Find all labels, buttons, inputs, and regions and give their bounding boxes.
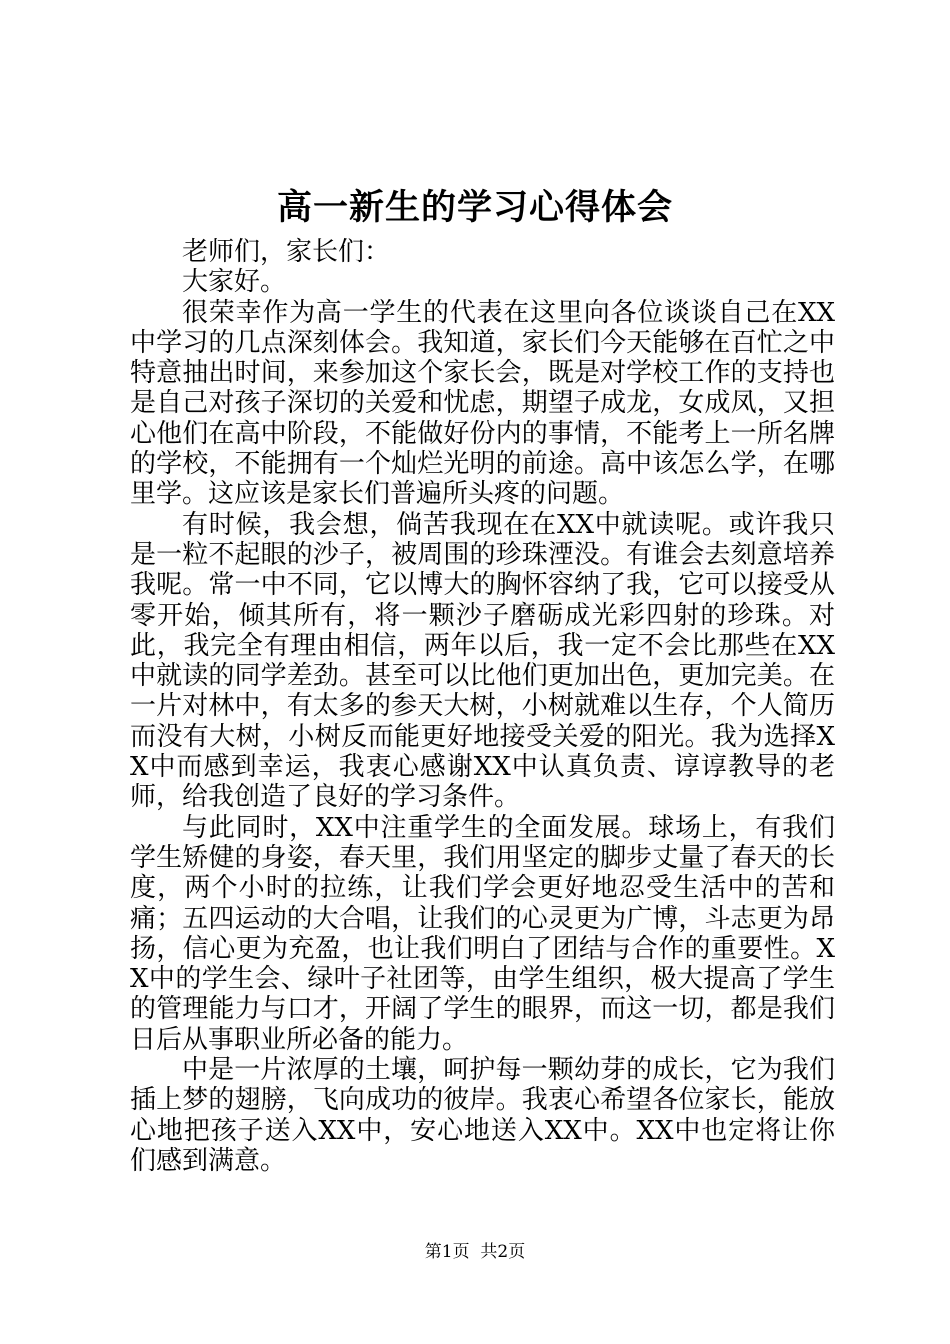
paragraph: 很荣幸作为高一学生的代表在这里向各位谈谈自己在XX中学习的几点深刻体会。我知道，家长们今天能够在百忙之中特意抽出时间，来参加这个家长会，既是对学校工作的支持也是自己对孩子深切的关爱和忧虑，期望子成龙，女成凤，又担心他们在高中阶段，不能做好份内的事情，不能考上一所名牌的学校，不能拥有一个灿烂光明的前途。高中该怎么学，在哪里学。这应该是家长们普遍所头疼的问题。: [130, 297, 835, 510]
page-total: 共2页: [480, 1242, 526, 1262]
paragraph-greeting: 大家好。: [182, 267, 287, 298]
document-body: [130, 237, 835, 1176]
paragraph-salutation: 老师们，家长们：: [182, 237, 391, 267]
paragraph: 中是一片浓厚的土壤，呵护每一颗幼芽的成长，它为我们插上梦的翅膀，飞向成功的彼岸。我衷心希望各位家长，能放心地把孩子送入XX中，安心地送入XX中。XX中也定将让你们感到满意。: [130, 1055, 835, 1176]
page-number: 第1页: [424, 1242, 470, 1262]
page-footer: [0, 1240, 950, 1264]
page-title: 高一新生的学习心得体会: [276, 187, 673, 228]
paragraph: 有时候，我会想，倘苦我现在在XX中就读呢。或许我只是一粒不起眼的沙子，被周围的珍珠湮没。有谁会去刻意培养我呢。常一中不同，它以博大的胸怀容纳了我，它可以接受从零开始，倾其所有，将一颗沙子磨砺成光彩四射的珍珠。对此，我完全有理由相信，两年以后，我一定不会比那些在XX中就读的同学差劲。甚至可以比他们更加出色，更加完美。在一片对林中，有太多的参天大树，小树就难以生存，个人简历而没有大树，小树反而能更好地接受关爱的阳光。我为选择XX中而感到幸运，我衷心感谢XX中认真负责、谆谆教导的老师，给我创造了良好的学习条件。: [130, 509, 835, 813]
paragraph: 与此同时，XX中注重学生的全面发展。球场上，有我们学生矫健的身姿，春天里，我们用坚定的脚步丈量了春天的长度，两个小时的拉练，让我们学会更好地忍受生活中的苦和痛；五四运动的大合唱，让我们的心灵更为广博，斗志更为昂扬，信心更为充盈，也让我们明白了团结与合作的重要性。XX中的学生会、绿叶子社团等，由学生组织，极大提高了学生的管理能力与口才，开阔了学生的眼界，而这一切，都是我们日后从事职业所必备的能力。: [130, 812, 835, 1055]
